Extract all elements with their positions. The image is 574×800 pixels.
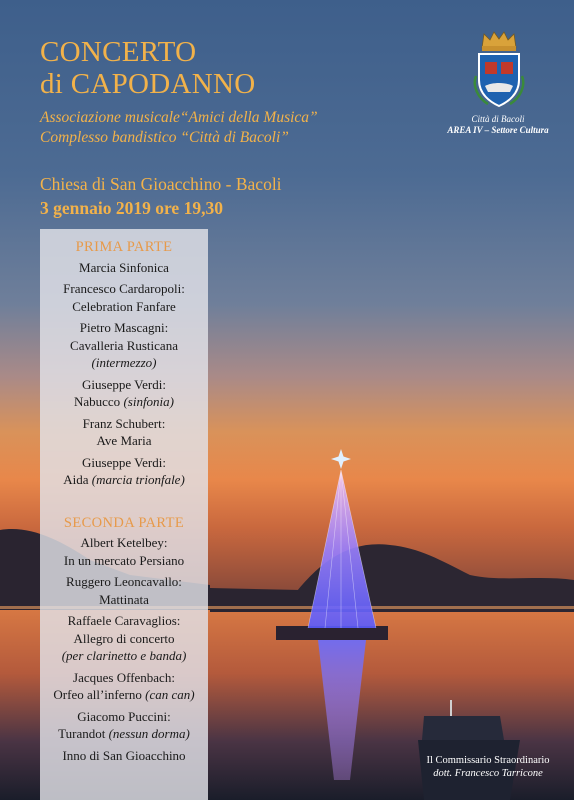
event-date: 3 gennaio 2019 ore 19,30: [40, 198, 223, 218]
program-panel: [40, 229, 208, 800]
work-line: [40, 630, 208, 648]
work-title: Celebration Fanfare: [72, 298, 176, 314]
signature-role: Il Commissario Straordinario: [426, 755, 550, 766]
department-name: AREA IV – Settore Cultura: [447, 125, 549, 135]
composer-line: Giuseppe Verdi:: [82, 454, 166, 470]
work-title: Ave Maria: [96, 433, 152, 448]
work-line: [40, 298, 208, 316]
composer-line: Jacques Offenbach:: [73, 669, 175, 685]
program-piece: [40, 319, 208, 372]
work-title: Orfeo all’inferno: [53, 687, 146, 702]
program-piece: [40, 573, 208, 608]
concert-title: [40, 36, 255, 100]
program-piece: [40, 259, 208, 277]
city-name: Città di Bacoli: [471, 114, 525, 124]
work-line: [40, 432, 208, 450]
work-line: [40, 686, 208, 704]
program-piece: [40, 669, 208, 704]
title-line-2: di CAPODANNO: [40, 68, 256, 100]
crest-caption: [432, 114, 564, 136]
composer-line: Pietro Mascagni:: [79, 320, 169, 335]
work-line: [40, 337, 208, 355]
signature: [402, 754, 574, 780]
work-line: [40, 393, 208, 411]
composer-line: Marcia Sinfonica: [79, 259, 169, 275]
work-note: (per clarinetto e banda): [61, 648, 187, 663]
work-line: [40, 471, 208, 489]
program-piece: [40, 454, 208, 489]
work-title: Turandot: [58, 726, 109, 741]
star-icon: [331, 449, 351, 469]
work-line: [40, 552, 208, 570]
part-two-heading: SECONDA PARTE: [63, 514, 185, 531]
work-title: Aida: [63, 472, 92, 487]
composer-line: Inno di San Gioacchino: [62, 747, 186, 763]
composer-line: Raffaele Caravaglios:: [67, 613, 181, 628]
work-line: [40, 591, 208, 609]
work-title: Allegro di concerto: [73, 630, 175, 646]
municipal-crest-icon: [470, 30, 528, 110]
work-title: Mattinata: [99, 591, 149, 607]
venue: Chiesa di San Gioacchino - Bacoli: [40, 174, 282, 194]
program-piece: [40, 280, 208, 315]
part-one-list: [40, 259, 208, 489]
part-one-heading: PRIMA PARTE: [75, 239, 173, 255]
work-title: Nabucco: [73, 394, 124, 409]
performer-line-1: Associazione musicale“Amici della Musica”: [40, 109, 318, 126]
program-piece: [40, 415, 208, 450]
work-note: (sinfonia): [123, 394, 174, 409]
program-piece: [40, 747, 208, 765]
part-two-list: [40, 534, 208, 764]
signature-name: dott. Francesco Tarricone: [433, 768, 543, 779]
work-note: (marcia trionfale): [91, 472, 185, 487]
work-line: [40, 725, 208, 743]
program-piece: [40, 708, 208, 743]
work-note: (intermezzo): [91, 355, 157, 370]
composer-line: Franz Schubert:: [82, 415, 166, 431]
composer-line: Ruggero Leoncavallo:: [66, 574, 182, 589]
composer-line: Giuseppe Verdi:: [82, 376, 166, 392]
performers: [40, 108, 318, 148]
program-piece: [40, 534, 208, 569]
program-piece: [40, 376, 208, 411]
work-note: (can can): [145, 687, 195, 702]
composer-line: Giacomo Puccini:: [77, 708, 171, 724]
title-line-1: CONCERTO: [40, 36, 197, 68]
program-piece: [40, 612, 208, 665]
composer-line: Francesco Cardaropoli:: [63, 281, 185, 296]
work-title: Cavalleria Rusticana: [70, 337, 178, 353]
work-note: (nessun dorma): [108, 726, 190, 741]
work-title: In un mercato Persiano: [63, 552, 185, 568]
performer-line-2: Complesso bandistico “Città di Bacoli”: [40, 129, 289, 146]
composer-line: Albert Ketelbey:: [80, 535, 168, 550]
